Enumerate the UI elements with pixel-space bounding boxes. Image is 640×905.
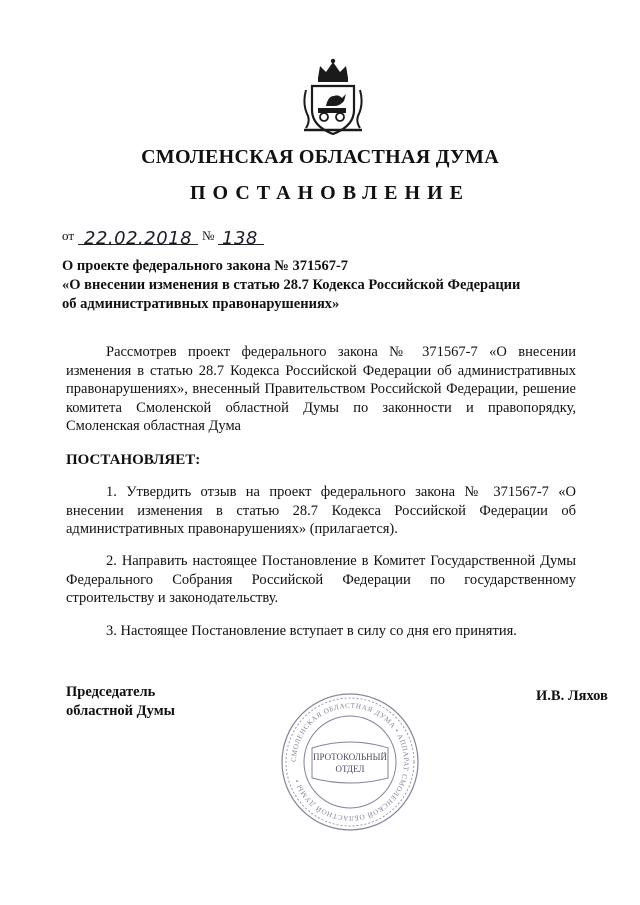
number-label: № xyxy=(202,228,215,243)
subject-line: «О внесении изменения в статью 28.7 Кодекса Российской Федерации xyxy=(62,277,521,293)
handwritten-number: 138 xyxy=(222,228,258,249)
seal-inner-text-1: ПРОТОКОЛЬНЫЙ xyxy=(313,752,387,762)
decree-heading: ПОСТАНОВЛЯЕТ: xyxy=(66,452,201,468)
signatory-title-line: Председатель xyxy=(66,684,156,700)
handwritten-date: 22.02.2018 xyxy=(84,228,193,249)
subject-line: О проекте федерального закона № 371567-7 xyxy=(62,258,349,274)
subject-block xyxy=(62,257,582,314)
signatory-name: И.В. Ляхов xyxy=(536,688,608,704)
date-underline xyxy=(78,244,198,245)
resolution-item-3: 3. Настоящее Постановление вступает в силу со дня его принятия. xyxy=(106,623,517,639)
preamble-paragraph: Рассмотрев проект федерального закона № 371567-7 «О внесении изменения в статью 28.7 Кодекса Российской Федерации об административных правонарушениях», внесенный Правительством Российской Федерации, решение комитета Смоленской областной Думы по законности и правопорядку, Смоленская областная Дума xyxy=(66,344,576,434)
resolution-item-2: 2. Направить настоящее Постановление в Комитет Государственной Думы Федерального Собрания Российской Федерации по государственному строительству и законодательству. xyxy=(66,553,576,606)
signatory-title-line: областной Думы xyxy=(66,703,175,719)
date-from-label: от xyxy=(62,228,75,243)
coat-of-arms-icon xyxy=(298,56,368,136)
document-type-title: ПОСТАНОВЛЕНИЕ xyxy=(190,182,470,204)
organization-title: СМОЛЕНСКАЯ ОБЛАСТНАЯ ДУМА xyxy=(141,146,499,168)
subject-line: об административных правонарушениях» xyxy=(62,296,340,312)
protocol-department-seal xyxy=(278,692,422,832)
signatory-title xyxy=(66,683,175,721)
seal-inner-text-2: ОТДЕЛ xyxy=(335,764,365,774)
resolution-item-1: 1. Утвердить отзыв на проект федерального закона № 371567-7 «О внесении изменения в статью 28.7 Кодекса Российской Федерации об административных правонарушениях» (прилагается). xyxy=(66,484,576,537)
seal-ring-text: СМОЛЕНСКАЯ ОБЛАСТНАЯ ДУМА • АППАРАТ СМОЛЕНСКОЙ ОБЛАСТНОЙ ДУМЫ • xyxy=(289,701,411,823)
number-underline xyxy=(218,244,264,245)
